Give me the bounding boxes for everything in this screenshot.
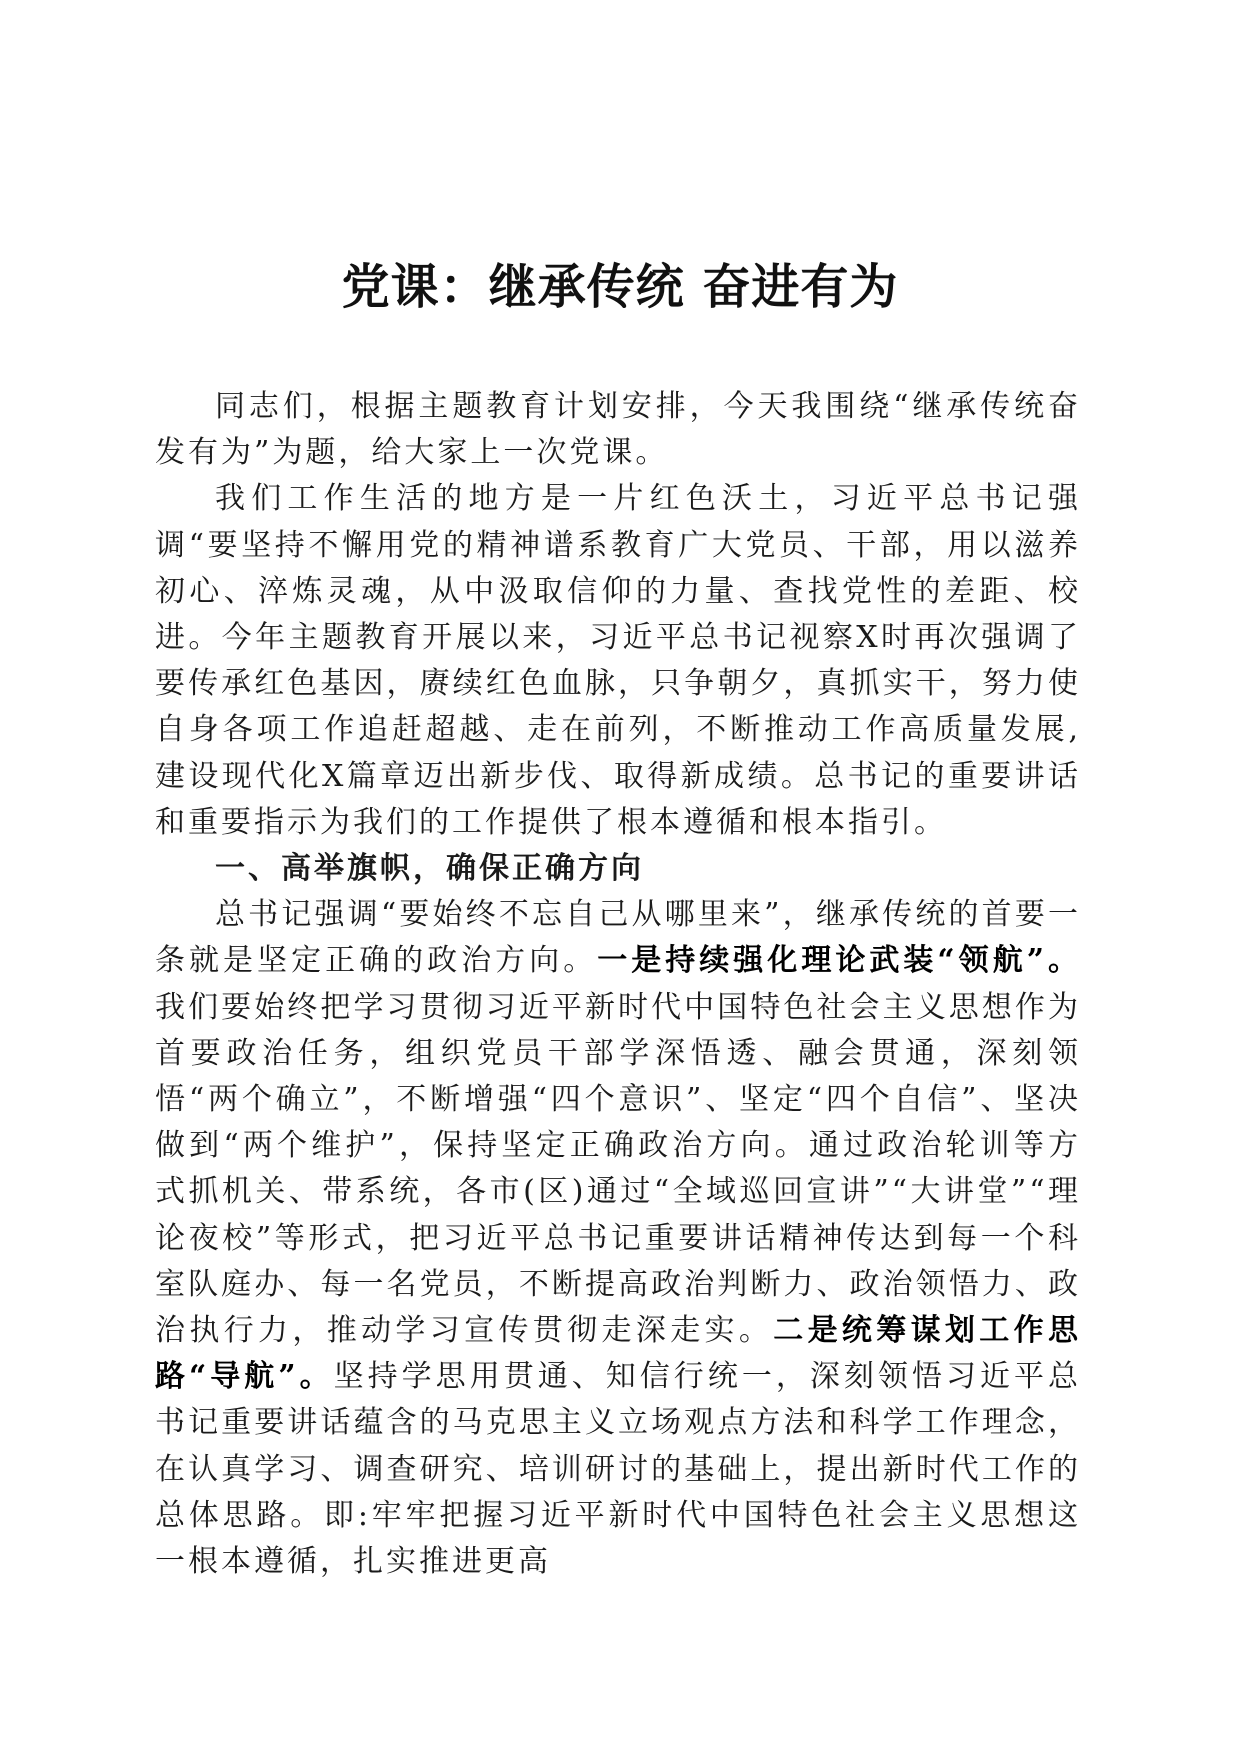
document-body [155,384,1081,1585]
paragraph-text: 总书记强调“要始终不忘自己从哪里来”，继承传统的首要一条就是坚定正确的政治方向。 [155,897,1081,979]
bold-point-2: 二是统筹谋划工作思路“导航”。 [155,1313,1082,1395]
paragraph-text: 坚持学思用贯通、知信行统一，深刻领悟习近平总书记重要讲话蕴含的马克思主义立场观点方法和科学工作理念，在认真学习、调查研究、培训研讨的基础上，提出新时代工作的总体思路。即:牢牢把握习近平新时代中国特色社会主义思想这一根本遵循，扎实推进更高 [155,1359,1082,1580]
bold-point-1: 一是持续强化理论武装“领航”。 [597,943,1081,979]
paragraph-background: 我们工作生活的地方是一片红色沃土，习近平总书记强调“要坚持不懈用党的精神谱系教育广大党员、干部，用以滋养初心、淬炼灵魂，从中汲取信仰的力量、查找党性的差距、校进。今年主题教育开展以来，习近平总书记视察X时再次强调了要传承红色基因，赓续红色血脉，只争朝夕，真抓实干，努力使自身各项工作追赶超越、走在前列，不断推动工作高质量发展,建设现代化X篇章迈出新步伐、取得新成绩。总书记的重要讲话和重要指示为我们的工作提供了根本遵循和根本指引。 [155,481,1081,840]
paragraph-section-1 [155,892,1081,1585]
document-title: 党课：继承传统 奋进有为 [341,259,899,315]
section-heading-1: 一、高举旗帜，确保正确方向 [215,851,644,887]
paragraph-text: 我们要始终把学习贯彻习近平新时代中国特色社会主义思想作为首要政治任务，组织党员干部学深悟透、融会贯通，深刻领悟“两个确立”，不断增强“四个意识”、坚定“四个自信”、坚决做到“两个维护”，保持坚定正确政治方向。通过政治轮训等方式抓机关、带系统，各市(区)通过“全域巡回宣讲”“大讲堂”“理论夜校”等形式，把习近平总书记重要讲话精神传达到每一个科室队庭办、每一名党员，不断提高政治判断力、政治领悟力、政治执行力，推动学习宣传贯彻走深走实。 [155,989,1081,1349]
paragraph-intro: 同志们，根据主题教育计划安排，今天我围绕“继承传统奋发有为”为题，给大家上一次党课。 [155,389,1081,471]
